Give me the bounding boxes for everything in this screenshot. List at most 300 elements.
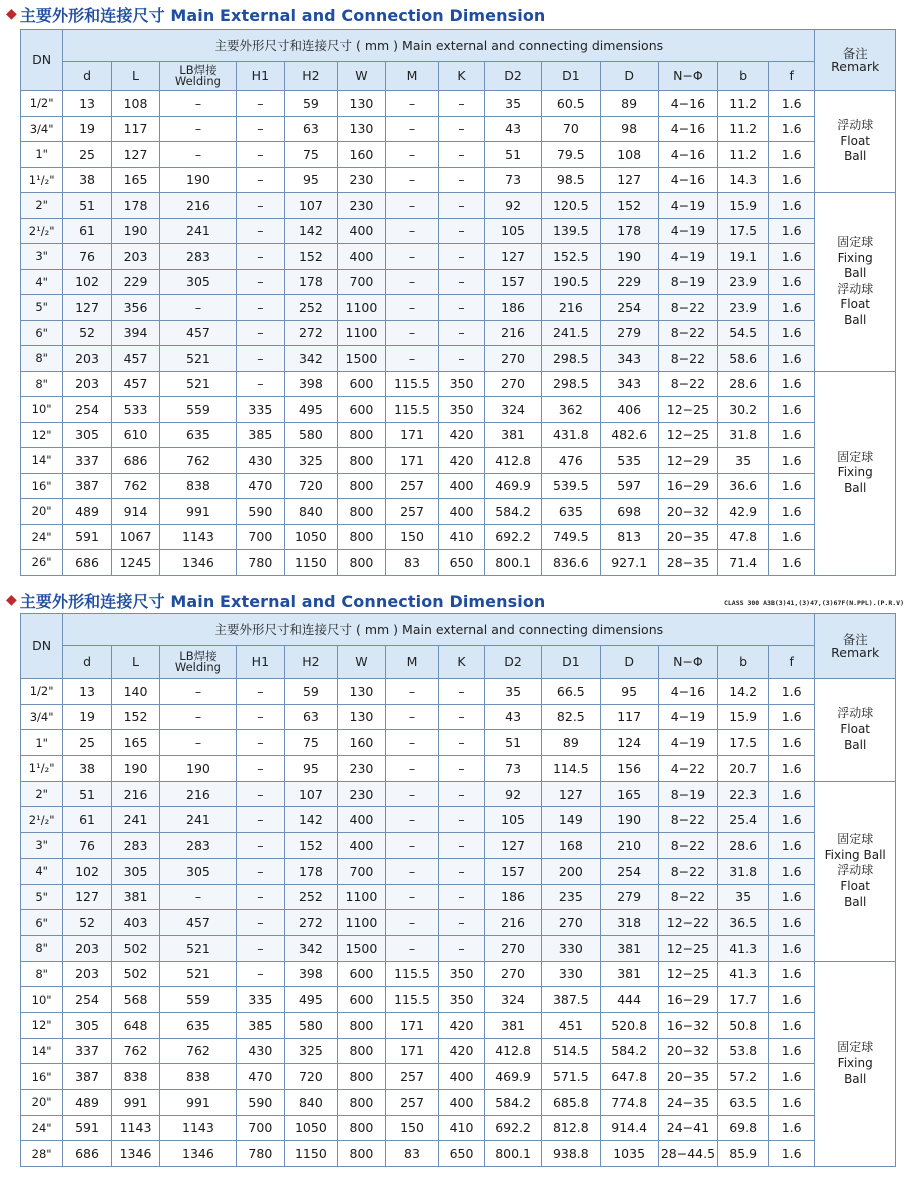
table-cell: 200 [541, 858, 600, 884]
table-cell: – [386, 244, 439, 270]
table-cell: 800.1 [485, 1141, 542, 1167]
table-cell: 749.5 [541, 524, 600, 550]
table-cell: 216 [111, 781, 159, 807]
table-cell: 171 [386, 1038, 439, 1064]
table-cell: – [386, 935, 439, 961]
table-cell: 254 [63, 397, 111, 423]
table-cell: 20−35 [658, 1064, 718, 1090]
table-row [21, 781, 896, 807]
table-cell: 63 [285, 704, 338, 730]
table-cell: 229 [111, 269, 159, 295]
table-cell: 1.6 [768, 397, 815, 423]
table-cell: 337 [63, 1038, 111, 1064]
table-cell: 152 [285, 244, 338, 270]
table-cell: 63 [285, 116, 338, 142]
table-cell: 350 [438, 961, 484, 987]
table-cell: 98 [600, 116, 658, 142]
table-cell: 8−19 [658, 269, 718, 295]
table-cell: – [236, 679, 284, 705]
table-row [21, 499, 896, 525]
table-cell: 800 [337, 550, 385, 576]
table-cell: 991 [160, 1090, 236, 1116]
table-cell: – [386, 910, 439, 936]
table-cell: 520.8 [600, 1012, 658, 1038]
remark-line: Fixing [837, 250, 873, 265]
table-cell: 342 [285, 935, 338, 961]
table-cell: 400 [438, 1064, 484, 1090]
dn-cell: 4" [21, 858, 63, 884]
table-cell: 1245 [111, 550, 159, 576]
dn-cell: 8" [21, 371, 63, 397]
remark-line: 固定球 [837, 234, 874, 249]
remark-cell [815, 193, 896, 372]
table-cell: 11.2 [718, 91, 769, 117]
table-cell: 52 [63, 910, 111, 936]
remark-line: 浮动球 [837, 863, 874, 878]
table-cell: 127 [111, 142, 159, 168]
table-cell: 1.6 [768, 244, 815, 270]
table-cell: 127 [63, 884, 111, 910]
header-remark: 备注 Remark [815, 614, 896, 679]
table-cell: 4−22 [658, 756, 718, 782]
dn-cell: 3" [21, 244, 63, 270]
table-cell: – [438, 167, 484, 193]
remark-line: Float [840, 133, 871, 148]
table-cell: 584.2 [485, 499, 542, 525]
table-cell: 120.5 [541, 193, 600, 219]
table-cell: 381 [485, 422, 542, 448]
table-cell: 73 [485, 756, 542, 782]
table-cell: 580 [285, 422, 338, 448]
table-cell: – [386, 884, 439, 910]
table-cell: 12−25 [658, 935, 718, 961]
table-cell: 495 [285, 987, 338, 1013]
table-cell: 95 [285, 167, 338, 193]
table-cell: 11.2 [718, 142, 769, 168]
header-col: K [438, 62, 484, 91]
table-cell: 4−19 [658, 730, 718, 756]
table-cell: – [236, 858, 284, 884]
table-cell: 4−16 [658, 142, 718, 168]
table-cell: 35 [718, 884, 769, 910]
table-cell: 254 [600, 858, 658, 884]
table-cell: 73 [485, 167, 542, 193]
table-cell: 650 [438, 550, 484, 576]
table-cell: 398 [285, 961, 338, 987]
table-cell: 1035 [600, 1141, 658, 1167]
header-col: H1 [236, 62, 284, 91]
table-cell: 650 [438, 1141, 484, 1167]
table-cell: 17.5 [718, 730, 769, 756]
remark-line: Float [840, 878, 871, 893]
table-cell: 420 [438, 448, 484, 474]
dn-cell: 16" [21, 1064, 63, 1090]
dn-cell: 12" [21, 422, 63, 448]
table-cell: – [236, 884, 284, 910]
table-cell: 14.2 [718, 679, 769, 705]
table-cell: 1100 [337, 910, 385, 936]
table-cell: – [386, 91, 439, 117]
table-cell: 79.5 [541, 142, 600, 168]
table-cell: 156 [600, 756, 658, 782]
dn-cell: 5" [21, 295, 63, 321]
table-cell: 381 [485, 1012, 542, 1038]
table-cell: 800 [337, 1038, 385, 1064]
table-cell: 178 [600, 218, 658, 244]
table-cell: 1.6 [768, 448, 815, 474]
table-cell: 1.6 [768, 91, 815, 117]
dn-cell: 3/4" [21, 116, 63, 142]
table-cell: 8−19 [658, 781, 718, 807]
table-cell: 42.9 [718, 499, 769, 525]
table-cell: 17.5 [718, 218, 769, 244]
dn-cell: 3" [21, 833, 63, 859]
table-cell: 190 [160, 756, 236, 782]
dn-cell: 3/4" [21, 704, 63, 730]
table-cell: 160 [337, 142, 385, 168]
table-cell: 635 [160, 1012, 236, 1038]
header-col: D1 [541, 646, 600, 679]
dn-cell: 5" [21, 884, 63, 910]
table-cell: 105 [485, 807, 542, 833]
table-cell: 1143 [160, 524, 236, 550]
table-cell: 254 [63, 987, 111, 1013]
table-cell: 102 [63, 858, 111, 884]
table-cell: 30.2 [718, 397, 769, 423]
dimension-table-2 [20, 613, 896, 1167]
table-cell: 720 [285, 473, 338, 499]
remark-line: Float [840, 297, 871, 312]
table-cell: – [236, 961, 284, 987]
table-cell: 105 [485, 218, 542, 244]
table-cell: 70 [541, 116, 600, 142]
table-cell: 127 [63, 295, 111, 321]
table-cell: 410 [438, 524, 484, 550]
table-cell: 69.8 [718, 1115, 769, 1141]
table-cell: 700 [236, 1115, 284, 1141]
table-cell: 28−35 [658, 550, 718, 576]
table-cell: – [236, 116, 284, 142]
table-cell: 4−16 [658, 91, 718, 117]
table-cell: 1.6 [768, 910, 815, 936]
table-cell: – [386, 295, 439, 321]
table-cell: 152.5 [541, 244, 600, 270]
table-cell: 165 [111, 167, 159, 193]
table-cell: 1.6 [768, 371, 815, 397]
table-cell: 130 [337, 91, 385, 117]
table-cell: 398 [285, 371, 338, 397]
table-cell: 1.6 [768, 756, 815, 782]
table-cell: 469.9 [485, 1064, 542, 1090]
table-cell: 16−32 [658, 1012, 718, 1038]
table-cell: 1.6 [768, 807, 815, 833]
header-dn: DN [21, 30, 63, 91]
header-col: H1 [236, 646, 284, 679]
table-cell: 15.9 [718, 193, 769, 219]
table-cell: – [236, 167, 284, 193]
diamond-bullet-icon: ◆ [6, 592, 17, 608]
table-cell: 25 [63, 142, 111, 168]
table-cell: 400 [438, 499, 484, 525]
table-cell: 1.6 [768, 346, 815, 372]
table-cell: – [236, 269, 284, 295]
table-cell: 41.3 [718, 961, 769, 987]
table-cell: 76 [63, 244, 111, 270]
dn-cell: 2¹/₂" [21, 218, 63, 244]
table-cell: 324 [485, 397, 542, 423]
table-cell: 51 [485, 142, 542, 168]
table-cell: 356 [111, 295, 159, 321]
dimension-section-1 [0, 0, 910, 585]
table-cell: 53.8 [718, 1038, 769, 1064]
table-cell: 489 [63, 499, 111, 525]
table-cell: – [386, 142, 439, 168]
table-cell: 241 [111, 807, 159, 833]
table-cell: 635 [541, 499, 600, 525]
table-cell: 514.5 [541, 1038, 600, 1064]
table-cell: 420 [438, 1012, 484, 1038]
table-cell: 13 [63, 679, 111, 705]
table-cell: 230 [337, 167, 385, 193]
table-cell: 591 [63, 1115, 111, 1141]
table-cell: 190 [111, 756, 159, 782]
table-cell: – [438, 730, 484, 756]
table-row [21, 935, 896, 961]
table-cell: 800 [337, 422, 385, 448]
table-cell: 800 [337, 1064, 385, 1090]
remark-line: Ball [844, 894, 867, 909]
table-row [21, 1090, 896, 1116]
table-cell: 430 [236, 1038, 284, 1064]
table-cell: 4−19 [658, 193, 718, 219]
table-cell: 762 [111, 1038, 159, 1064]
table-cell: 591 [63, 524, 111, 550]
table-cell: 476 [541, 448, 600, 474]
table-cell: 400 [337, 244, 385, 270]
dn-cell: 8" [21, 346, 63, 372]
table-cell: 89 [600, 91, 658, 117]
table-cell: 115.5 [386, 371, 439, 397]
table-cell: 230 [337, 781, 385, 807]
table-row [21, 1012, 896, 1038]
table-cell: 1.6 [768, 499, 815, 525]
table-cell: 168 [541, 833, 600, 859]
table-cell: 12−22 [658, 910, 718, 936]
table-cell: 8−22 [658, 320, 718, 346]
table-cell: 410 [438, 1115, 484, 1141]
table-cell: 600 [337, 397, 385, 423]
table-cell: 127 [541, 781, 600, 807]
table-cell: 412.8 [485, 1038, 542, 1064]
table-cell: 142 [285, 218, 338, 244]
table-cell: 502 [111, 935, 159, 961]
table-cell: 431.8 [541, 422, 600, 448]
table-cell: 216 [160, 193, 236, 219]
table-cell: 1050 [285, 524, 338, 550]
table-cell: 15.9 [718, 704, 769, 730]
table-cell: – [438, 295, 484, 321]
table-cell: 51 [63, 193, 111, 219]
table-cell: 584.2 [485, 1090, 542, 1116]
section-heading [6, 3, 545, 25]
table-cell: 1.6 [768, 961, 815, 987]
table-cell: – [438, 807, 484, 833]
table-cell: 24−41 [658, 1115, 718, 1141]
table-cell: 57.2 [718, 1064, 769, 1090]
dn-cell: 10" [21, 397, 63, 423]
table-header [21, 30, 896, 91]
table-cell: 283 [160, 244, 236, 270]
table-cell: 115.5 [386, 397, 439, 423]
table-cell: – [386, 167, 439, 193]
table-cell: 762 [160, 1038, 236, 1064]
table-cell: 800 [337, 1012, 385, 1038]
table-cell: 1.6 [768, 193, 815, 219]
dn-cell: 26" [21, 550, 63, 576]
table-cell: – [438, 91, 484, 117]
table-cell: 83 [386, 1141, 439, 1167]
table-row [21, 807, 896, 833]
table-cell: 8−22 [658, 833, 718, 859]
remark-cell [815, 371, 896, 575]
table-cell: 571.5 [541, 1064, 600, 1090]
table-cell: 1.6 [768, 1064, 815, 1090]
table-cell: 350 [438, 371, 484, 397]
table-cell: 298.5 [541, 346, 600, 372]
table-cell: 59 [285, 91, 338, 117]
header-col: LB焊接 Welding [160, 646, 236, 679]
table-cell: – [438, 244, 484, 270]
table-cell: 117 [111, 116, 159, 142]
table-cell: 420 [438, 1038, 484, 1064]
table-cell: – [160, 116, 236, 142]
dn-cell: 8" [21, 961, 63, 987]
table-cell: 1050 [285, 1115, 338, 1141]
table-cell: 216 [485, 910, 542, 936]
table-cell: 11.2 [718, 116, 769, 142]
table-row [21, 167, 896, 193]
table-cell: 108 [600, 142, 658, 168]
header-col: D2 [485, 646, 542, 679]
table-cell: 800 [337, 524, 385, 550]
table-cell: 335 [236, 397, 284, 423]
table-cell: 457 [111, 371, 159, 397]
table-cell: 8−22 [658, 346, 718, 372]
table-cell: 190 [160, 167, 236, 193]
table-row [21, 244, 896, 270]
table-cell: 720 [285, 1064, 338, 1090]
table-cell: 270 [485, 961, 542, 987]
table-cell: 107 [285, 781, 338, 807]
table-cell: 24−35 [658, 1090, 718, 1116]
table-cell: 54.5 [718, 320, 769, 346]
table-cell: – [236, 910, 284, 936]
table-row [21, 218, 896, 244]
remark-line: 浮动球 [837, 118, 874, 133]
table-cell: 38 [63, 167, 111, 193]
remark-line: Ball [844, 149, 867, 164]
table-cell: 150 [386, 524, 439, 550]
table-row [21, 142, 896, 168]
table-cell: 387 [63, 1064, 111, 1090]
remark-line: Ball [844, 266, 867, 281]
table-cell: – [438, 858, 484, 884]
dn-cell: 1/2" [21, 91, 63, 117]
header-col: N−Φ [658, 62, 718, 91]
table-cell: 1100 [337, 295, 385, 321]
table-cell: 130 [337, 679, 385, 705]
table-cell: 36.5 [718, 910, 769, 936]
table-cell: 600 [337, 371, 385, 397]
table-cell: 1.6 [768, 218, 815, 244]
dn-cell: 20" [21, 499, 63, 525]
table-cell: 1.6 [768, 422, 815, 448]
table-cell: 16−29 [658, 473, 718, 499]
table-cell: 4−19 [658, 704, 718, 730]
table-cell: 838 [160, 473, 236, 499]
table-cell: 1.6 [768, 781, 815, 807]
remark-line: Ball [844, 480, 867, 495]
table-cell: 4−16 [658, 679, 718, 705]
dn-cell: 1¹/₂" [21, 167, 63, 193]
table-cell: 12−29 [658, 448, 718, 474]
table-cell: 19 [63, 704, 111, 730]
table-row [21, 730, 896, 756]
table-cell: – [236, 320, 284, 346]
dimension-section-2 [0, 587, 910, 1185]
table-cell: 539.5 [541, 473, 600, 499]
table-cell: 124 [600, 730, 658, 756]
remark-line: 固定球 [837, 832, 874, 847]
header-col: f [768, 646, 815, 679]
table-row [21, 961, 896, 987]
table-cell: 98.5 [541, 167, 600, 193]
table-cell: 700 [337, 269, 385, 295]
table-cell: – [438, 935, 484, 961]
table-row [21, 371, 896, 397]
table-cell: – [236, 756, 284, 782]
table-cell: 533 [111, 397, 159, 423]
header-col: d [63, 646, 111, 679]
table-cell: 19 [63, 116, 111, 142]
table-cell: 559 [160, 987, 236, 1013]
table-row [21, 1064, 896, 1090]
table-cell: 1.6 [768, 1012, 815, 1038]
table-row [21, 295, 896, 321]
table-cell: 4−19 [658, 218, 718, 244]
table-cell: 420 [438, 422, 484, 448]
table-cell: 457 [160, 910, 236, 936]
table-cell: 568 [111, 987, 159, 1013]
table-cell: 305 [160, 269, 236, 295]
table-cell: 71.4 [718, 550, 769, 576]
table-cell: 430 [236, 448, 284, 474]
table-cell: 252 [285, 884, 338, 910]
table-cell: 35 [485, 91, 542, 117]
table-cell: 457 [160, 320, 236, 346]
table-cell: 160 [337, 730, 385, 756]
table-cell: 178 [285, 269, 338, 295]
table-cell: – [438, 320, 484, 346]
header-col: b [718, 62, 769, 91]
table-cell: 51 [63, 781, 111, 807]
table-cell: – [386, 346, 439, 372]
table-cell: – [386, 833, 439, 859]
table-cell: 95 [600, 679, 658, 705]
table-cell: 1.6 [768, 987, 815, 1013]
section-title: 主要外形和连接尺寸 Main External and Connection Dimension [19, 5, 546, 25]
table-cell: 52 [63, 320, 111, 346]
